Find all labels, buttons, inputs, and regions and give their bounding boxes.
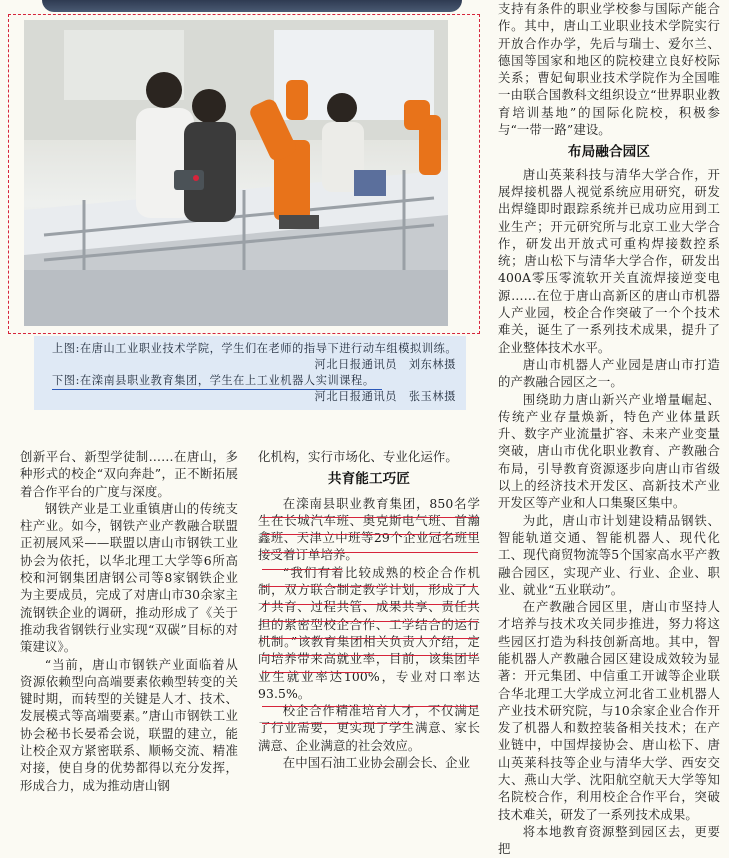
left-column bbox=[20, 448, 238, 793]
right-paragraph-2: 唐山英莱科技与清华大学合作，开展焊接机器人视觉系统应用研究，研发出焊缝即时跟踪系统并已成功应用到工业生产；开元研究所与北京工业大学合作，研发出开放式可重构焊接数控系统；唐山松下与清华大学合作，研发出400A零压零流软开关直流焊接逆变电源……在位于唐山高新区的唐山市机器人产业园，校企合作突破了一个个技术难关，诞生了一系列技术成果，提升了企业整体技术水平。 bbox=[498, 166, 720, 355]
right-paragraph-5: 为此，唐山市计划建设精品钢铁、智能轨道交通、智能机器人、现代化工、现代商贸物流等5个国家高水平产教融合园区，实现产业、行业、企业、职业、就业“五业联动”。 bbox=[498, 512, 720, 597]
middle-paragraph-1: 在滦南县职业教育集团，850名学生在长城汽车班、奥克斯电气班、首瀚鑫班、天津立中班等29个企业冠名班里接受着订单培养。 bbox=[258, 495, 480, 563]
caption-credit-2: 河北日报通讯员 张玉林摄 bbox=[314, 390, 456, 403]
right-paragraph-1: 支持有条件的职业学校参与国际产能合作。其中，唐山工业职业技术学院实行开放合作办学，先后与瑞士、爱尔兰、德国等国家和地区的院校建立良好校际关系；曹妃甸职业技术学院作为全国唯一由联合国教科文组织设立“世界职业教育培训基地”的国际化院校，积极参与“一带一路”建设。 bbox=[498, 1, 720, 138]
section-heading-parks: 布局融合园区 bbox=[567, 144, 651, 161]
middle-paragraph-3: 校企合作精准培育人才，不仅满足了行业需要，更实现了学生满意、家长满意、企业满意的社会效应。 bbox=[258, 703, 480, 753]
left-paragraph-3: “当前，唐山市钢铁产业面临着从资源依赖型向高端要素依赖型转变的关键时期，而转型的关键是人才、技术、发展模式等高端要素。”唐山市钢铁工业协会秘书长晏希会说，联盟的建立，能让校企双方紧密联系、顺畅交流、精准对接，使自身的优势都得以充分发挥，形成合力，成为推动唐山钢 bbox=[20, 656, 238, 793]
middle-paragraph-4: 在中国石油工业协会副会长、企业 bbox=[282, 755, 471, 771]
caption-credit-1: 河北日报通讯员 刘东林摄 bbox=[314, 358, 456, 371]
caption-line-2: 下图:在滦南县职业教育集团，学生在上工业机器人实训课程。 bbox=[52, 373, 382, 390]
middle-column bbox=[258, 448, 480, 771]
middle-paragraph-0: 化机构，实行市场化、专业化运作。 bbox=[258, 449, 458, 464]
top-photo-strip bbox=[42, 0, 462, 12]
right-paragraph-4: 围绕助力唐山新兴产业增量崛起、传统产业存量焕新，特色产业体量跃升、数字产业流量扩容、未来产业变量突破，唐山市优化职业教育、产教融合布局，引导教育资源逐步向唐山市省级以上的经济技术开发区、高新技术产业开发区等产业和人口集聚区集中。 bbox=[498, 391, 720, 511]
section-heading-craftsmen: 共育能工巧匠 bbox=[327, 471, 411, 488]
right-paragraph-3: 唐山市机器人产业园是唐山市打造的产教融合园区之一。 bbox=[498, 356, 720, 390]
right-paragraph-7: 将本地教育资源整到园区去，更要把 bbox=[498, 823, 720, 857]
right-column bbox=[498, 0, 720, 857]
right-paragraph-6: 在产教融合园区里，唐山市坚持人才培养与技术攻关同步推进，努力将这些园区打造为科技创新高地。其中，智能机器人产教融合园区建设成效较为显著：开元集团、中信重工开诚等企业联合华北理工大学成立河北省工业机器人产业技术研究院，与10余家企业合作开发了机器人和数控装备相关技术；在产业链中，中国焊接协会、唐山松下、唐山英莱科技等企业与清华大学、西安交大、燕山大学、沈阳航空航天大学等知名院校合作，利用校企合作平台，突破技术难关，研发了一系列技术成果。 bbox=[498, 599, 720, 822]
robot-training-photo bbox=[24, 20, 448, 326]
caption-line-1: 上图:在唐山工业职业技术学院，学生们在老师的指导下进行动车组模拟训练。 bbox=[52, 342, 458, 355]
left-paragraph-2: 钢铁产业是工业重镇唐山的传统支柱产业。如今，钢铁产业产教融合联盟正初展风采——联盟以唐山市钢铁工业协会为依托，以华北理工大学等6所高校和河钢集团唐钢公司等8家钢铁企业为主要成员，完成了对唐山市30余家主流钢铁企业的调研，推动形成了《关于推动我省钢铁行业实现“双碳”目标的对策建议》。 bbox=[20, 500, 238, 655]
photo-illustration bbox=[24, 20, 448, 326]
left-paragraph-1: 创新平台、新型学徒制……在唐山，多种形式的校企“双向奔赴”，正不断拓展着合作平台的广度与深度。 bbox=[20, 449, 238, 499]
middle-paragraph-2: “我们有着比较成熟的校企合作机制，双方联合制定教学计划，形成了人才共育、过程共管、成果共享、责任共担的紧密型校企合作、工学结合的运行机制。”该教育集团相关负责人介绍，定向培养带来高就业率，目前，该集团毕业生就业率达100%，专业对口率达93.5%。 bbox=[258, 564, 480, 701]
